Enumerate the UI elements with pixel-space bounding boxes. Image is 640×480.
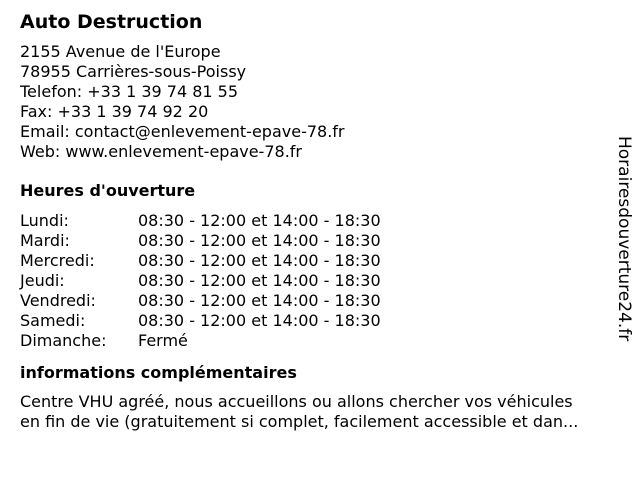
hours-row (20, 211, 610, 231)
business-card (20, 10, 610, 432)
hours-time: 08:30 - 12:00 et 14:00 - 18:30 (138, 311, 381, 330)
hours-row (20, 291, 610, 311)
hours-day: Mardi: (20, 231, 70, 250)
hours-time: 08:30 - 12:00 et 14:00 - 18:30 (138, 231, 381, 250)
hours-row (20, 331, 610, 351)
hours-time: 08:30 - 12:00 et 14:00 - 18:30 (138, 291, 381, 310)
info-heading: informations complémentaires (20, 363, 297, 382)
hours-day: Jeudi: (20, 271, 65, 290)
hours-heading: Heures d'ouverture (20, 181, 196, 200)
hours-day: Dimanche: (20, 331, 107, 350)
address-city: 78955 Carrières-sous-Poissy (20, 62, 247, 81)
hours-row (20, 311, 610, 331)
watermark-text: Horairesdouverture24.fr (614, 136, 634, 342)
info-description (20, 392, 625, 432)
hours-day: Samedi: (20, 311, 86, 330)
business-name: Auto Destruction (20, 11, 203, 33)
hours-time: 08:30 - 12:00 et 14:00 - 18:30 (138, 271, 381, 290)
hours-table (20, 211, 610, 351)
hours-time: 08:30 - 12:00 et 14:00 - 18:30 (138, 251, 381, 270)
web-line: Web: www.enlevement-epave-78.fr (20, 142, 302, 161)
address-street: 2155 Avenue de l'Europe (20, 42, 221, 61)
fax-line: Fax: +33 1 39 74 92 20 (20, 102, 209, 121)
watermark (612, 136, 636, 372)
info-line-1: Centre VHU agréé, nous accueillons ou allons chercher vos véhicules (20, 392, 573, 411)
contact-block (20, 42, 610, 162)
hours-day: Mercredi: (20, 251, 95, 270)
email-line: Email: contact@enlevement-epave-78.fr (20, 122, 345, 141)
hours-row (20, 271, 610, 291)
hours-row (20, 251, 610, 271)
hours-day: Lundi: (20, 211, 69, 230)
hours-day: Vendredi: (20, 291, 96, 310)
info-line-2: en fin de vie (gratuitement si complet, facilement accessible et dan... (20, 412, 579, 431)
hours-time: Fermé (138, 331, 188, 350)
hours-row (20, 231, 610, 251)
phone-line: Telefon: +33 1 39 74 81 55 (20, 82, 239, 101)
hours-time: 08:30 - 12:00 et 14:00 - 18:30 (138, 211, 381, 230)
